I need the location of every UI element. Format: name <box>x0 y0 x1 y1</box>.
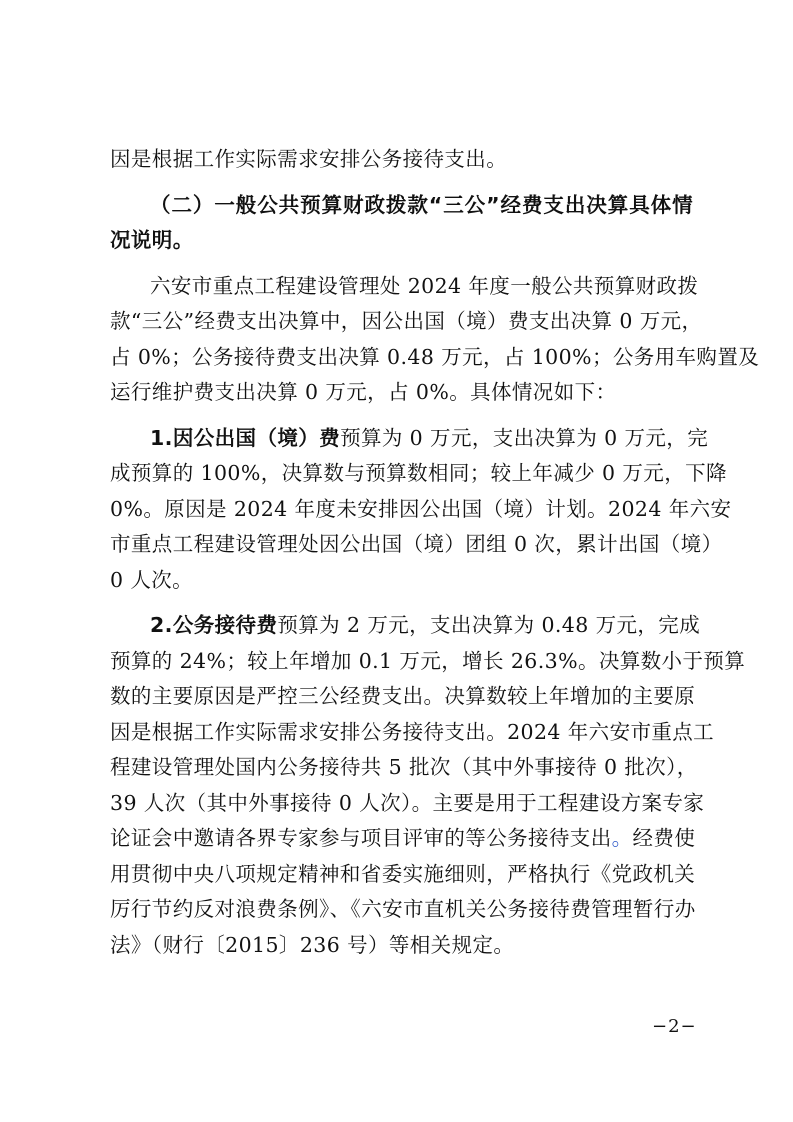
paragraph-line: 0%。原因是 2024 年度未安排因公出国（境）计划。2024 年六安 <box>110 496 732 521</box>
paragraph-line: 款“三公”经费支出决算中，因公出国（境）费支出决算 0 万元， <box>110 309 703 333</box>
paragraph-line: 程建设管理处国内公务接待共 5 批次（其中外事接待 0 批次）， <box>110 755 698 779</box>
paragraph-line <box>110 421 709 457</box>
paragraph-line: 成预算的 100%，决算数与预算数相同；较上年减少 0 万元，下降 <box>110 461 727 485</box>
paragraph-line: 数的主要原因是严控三公经费支出。决算数较上年增加的主要原 <box>110 684 696 708</box>
blue-period: 。 <box>611 826 633 850</box>
document-body <box>110 142 760 963</box>
paragraph-line: 六安市重点工程建设管理处 2024 年度一般公共预算财政拨 <box>150 273 699 298</box>
paragraph-line: 因是根据工作实际需求安排公务接待支出。2024 年六安市重点工 <box>110 719 715 744</box>
paragraph-line: 厉行节约反对浪费条例》、《六安市直机关公务接待费管理暂行办 <box>110 897 696 921</box>
paragraph-line: 市重点工程建设管理处因公出国（境）团组 0 次，累计出国（境） <box>110 532 723 556</box>
line-text: 论证会中邀请各界专家参与项目评审的等公务接待支出 <box>110 826 612 850</box>
item-text: 预算为 2 万元，支出决算为 0.48 万元，完成 <box>277 613 701 637</box>
paragraph-line <box>110 821 696 857</box>
item-heading: 2.公务接待费 <box>150 613 278 637</box>
page-number: −2− <box>652 1016 697 1037</box>
paragraph-line: 用贯彻中央八项规定精神和省委实施细则，严格执行《党政机关 <box>110 861 696 886</box>
paragraph-line: 39 人次（其中外事接待 0 人次）。主要是用于工程建设方案专家 <box>110 790 705 815</box>
paragraph-line <box>110 608 701 644</box>
section-heading-cont: 况说明。 <box>110 228 194 252</box>
paragraph-line: 因是根据工作实际需求安排公务接待支出。 <box>110 147 508 171</box>
paragraph-line: 运行维护费支出决算 0 万元，占 0%。具体情况如下： <box>110 380 617 404</box>
item-text: 预算为 0 万元，支出决算为 0 万元，完 <box>340 425 709 450</box>
paragraph-line: 预算的 24%；较上年增加 0.1 万元，增长 26.3%。决算数小于预算 <box>110 648 746 673</box>
section-heading: （二）一般公共预算财政拨款“三公”经费支出决算具体情 <box>150 192 693 217</box>
paragraph-line: 占 0%；公务接待费支出决算 0.48 万元，占 100%；公务用车购置及 <box>110 344 760 369</box>
paragraph-line: 法》（财行〔2015〕236 号）等相关规定。 <box>110 932 515 957</box>
item-heading: 1.因公出国（境）费 <box>150 425 341 450</box>
paragraph-line: 0 人次。 <box>110 567 194 592</box>
line-text: 经费使 <box>632 826 696 850</box>
